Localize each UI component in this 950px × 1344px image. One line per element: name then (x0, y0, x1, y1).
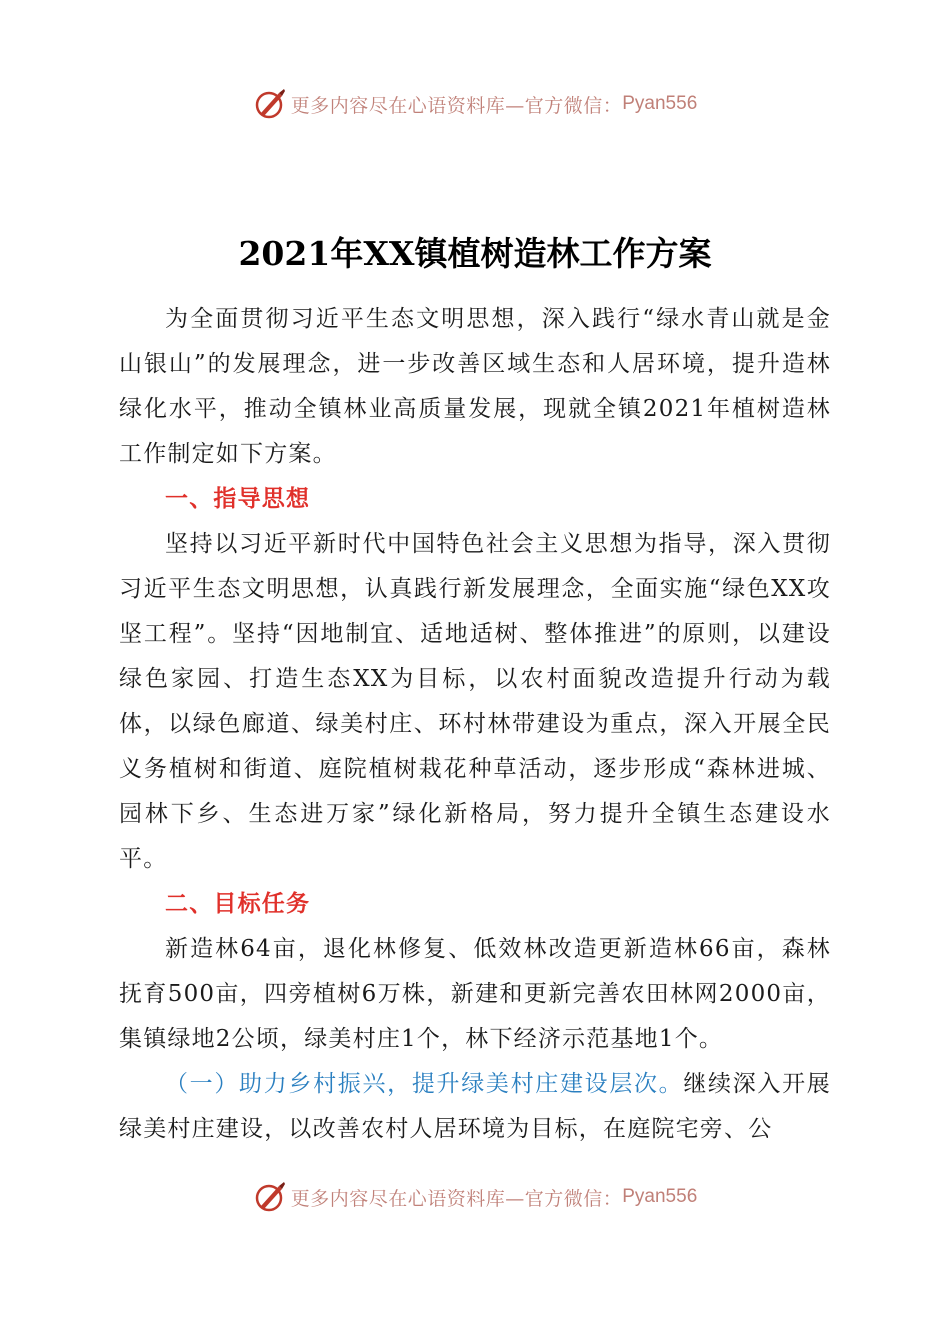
watermark-banner-top (0, 82, 950, 126)
document-title: 2021年XX镇植树造林工作方案 (238, 234, 712, 273)
goals-tasks-paragraph: 新造林64亩，退化林修复、低效林改造更新造林66亩，森林抚育500亩，四旁植树6万株，新建和更新完善农田林网2000亩，集镇绿地2公顷，绿美村庄1个，林下经济示范基地1个。 (119, 936, 831, 1052)
guiding-ideology-paragraph: 坚持以习近平新时代中国特色社会主义思想为指导，深入贯彻习近平生态文明思想，认真践行新发展理念，全面实施“绿色XX攻坚工程”。坚持“因地制宜、适地适树、整体推进”的原则，以建设绿色家园、打造生态XX为目标，以农村面貌改造提升行动为载体，以绿色廊道、绿美村庄、环村林带建设为重点，深入开展全民义务植树和街道、庭院植树栽花种草活动，逐步形成“森林进城、园林下乡、生态进万家”绿化新格局，努力提升全镇生态建设水平。 (119, 531, 831, 872)
section-heading-goals-tasks: 二、目标任务 (165, 891, 311, 917)
document-body (119, 297, 831, 1152)
watermark-wechat-id: Pyan556 (622, 93, 698, 114)
watermark-banner-bottom (0, 1175, 950, 1219)
intro-paragraph: 为全面贯彻习近平生态文明思想，深入践行“绿水青山就是金山银山”的发展理念，进一步改善区域生态和人居环境，提升造林绿化水平，推动全镇林业高质量发展，现就全镇2021年植树造林工作制定如下方案。 (119, 306, 831, 467)
subsection-heading: （一）助力乡村振兴，提升绿美村庄建设层次。 (165, 1071, 684, 1097)
subsection-body: 继续深入开展绿美村庄建设，以改善农村人居环境为目标，在庭院宅旁、公 (119, 1071, 831, 1142)
pen-logo-icon (253, 87, 287, 121)
pen-logo-icon (253, 1180, 287, 1214)
watermark-text: 更多内容尽在心语资料库—官方微信： (290, 1187, 623, 1210)
section-heading-guiding-ideology: 一、指导思想 (165, 486, 311, 512)
watermark-text: 更多内容尽在心语资料库—官方微信： (290, 94, 623, 117)
watermark-wechat-id: Pyan556 (622, 1186, 698, 1207)
subsection-paragraph (119, 1062, 831, 1152)
